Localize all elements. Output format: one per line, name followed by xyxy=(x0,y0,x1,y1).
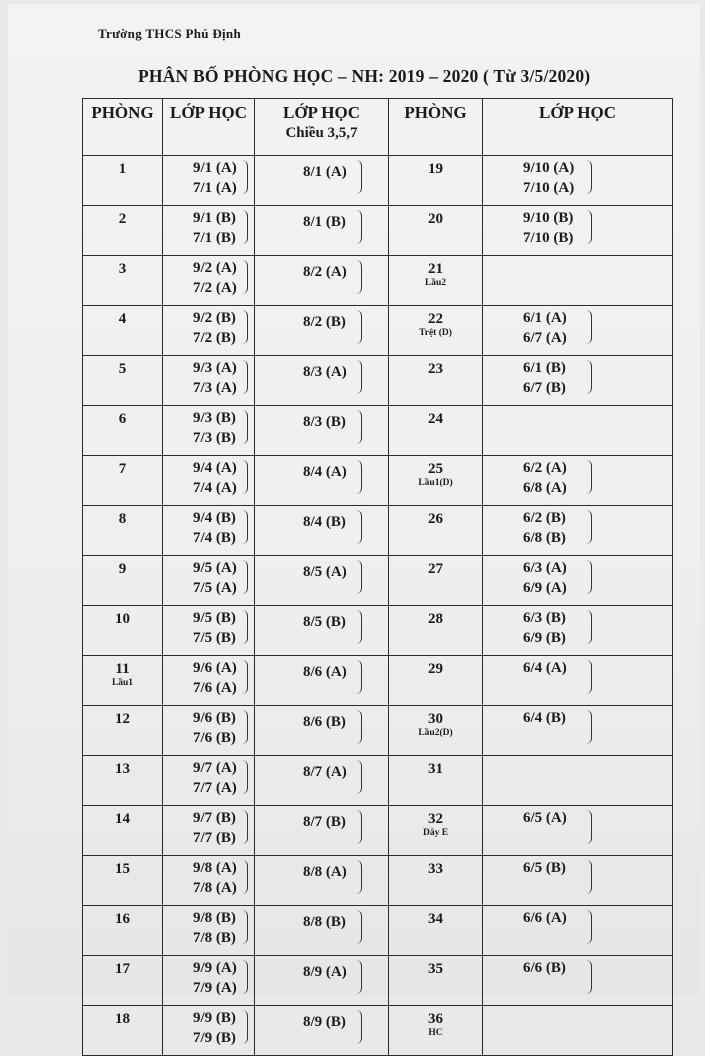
table-row xyxy=(83,1006,673,1056)
class-line-2: 7/10 (B) xyxy=(523,230,574,246)
bracket-mark xyxy=(241,1010,248,1044)
room-number-cell-2 xyxy=(389,456,483,506)
class-line-2: 6/7 (B) xyxy=(523,380,566,396)
room-number-cell xyxy=(83,956,163,1006)
class-grade9: 9/8 (B) xyxy=(193,910,236,926)
table-row xyxy=(83,156,673,206)
class-grade9: 9/1 (A) xyxy=(193,160,237,176)
room-number-cell xyxy=(83,806,163,856)
class-grade8: 8/7 (A) xyxy=(303,764,347,780)
class-grade9: 9/4 (A) xyxy=(193,460,237,476)
afternoon-class-cell xyxy=(255,556,389,606)
afternoon-class-cell xyxy=(255,656,389,706)
room-number-2: 32 xyxy=(428,811,443,827)
school-name: Trường THCS Phú Định xyxy=(98,26,241,41)
table-row xyxy=(83,256,673,306)
room-number-cell-2 xyxy=(389,756,483,806)
room-number-cell-2 xyxy=(389,856,483,906)
room-number-2: 36 xyxy=(428,1011,443,1027)
class-grade7: 7/6 (A) xyxy=(193,680,237,696)
afternoon-class-cell xyxy=(255,206,389,256)
bracket-mark xyxy=(355,210,362,244)
room-number-2: 33 xyxy=(428,861,443,877)
room-number-cell xyxy=(83,856,163,906)
room-number: 13 xyxy=(115,761,130,777)
class-cell-2 xyxy=(483,406,673,456)
table-row xyxy=(83,856,673,906)
class-grade9: 9/1 (B) xyxy=(193,210,236,226)
table-row xyxy=(83,706,673,756)
room-number: 7 xyxy=(118,461,127,477)
bracket-mark xyxy=(585,460,592,494)
bracket-mark xyxy=(355,660,362,694)
morning-class-cell xyxy=(163,506,255,556)
morning-class-cell xyxy=(163,156,255,206)
class-cell-2 xyxy=(483,306,673,356)
table-row xyxy=(83,606,673,656)
class-cell-2 xyxy=(483,956,673,1006)
room-number: 2 xyxy=(118,211,127,227)
class-line-2: 6/8 (B) xyxy=(523,530,566,546)
room-number: 8 xyxy=(118,511,127,527)
room-number-cell xyxy=(83,156,163,206)
class-line-2: 6/9 (A) xyxy=(523,580,567,596)
class-cell-2 xyxy=(483,356,673,406)
bracket-mark xyxy=(355,710,362,744)
room-number-cell-2 xyxy=(389,256,483,306)
table-row xyxy=(83,406,673,456)
class-cell-2 xyxy=(483,656,673,706)
afternoon-class-cell xyxy=(255,456,389,506)
class-line-1: 6/3 (A) xyxy=(523,560,567,576)
class-grade9: 9/7 (A) xyxy=(193,760,237,776)
morning-class-cell xyxy=(163,306,255,356)
room-number-cell-2 xyxy=(389,706,483,756)
class-cell-2 xyxy=(483,456,673,506)
bracket-mark xyxy=(355,510,362,544)
class-line-1: 6/6 (B) xyxy=(523,960,566,976)
room-note-2: Lầu1(D) xyxy=(418,478,453,488)
afternoon-class-cell xyxy=(255,306,389,356)
room-allocation-table xyxy=(82,98,673,1056)
morning-class-cell xyxy=(163,556,255,606)
afternoon-class-cell xyxy=(255,156,389,206)
bracket-mark xyxy=(241,160,248,194)
class-grade7: 7/2 (B) xyxy=(193,330,236,346)
bracket-mark xyxy=(241,910,248,944)
morning-class-cell xyxy=(163,406,255,456)
table-header-row xyxy=(83,99,673,156)
class-grade7: 7/3 (A) xyxy=(193,380,237,396)
bracket-mark xyxy=(585,560,592,594)
room-number: 10 xyxy=(115,611,130,627)
bracket-mark xyxy=(241,510,248,544)
bracket-mark xyxy=(585,510,592,544)
morning-class-cell xyxy=(163,756,255,806)
bracket-mark xyxy=(241,210,248,244)
table-row xyxy=(83,906,673,956)
class-cell-2 xyxy=(483,206,673,256)
class-grade8: 8/1 (A) xyxy=(303,164,347,180)
room-number: 3 xyxy=(118,261,127,277)
room-number-2: 21 xyxy=(428,261,443,277)
class-grade9: 9/5 (B) xyxy=(193,610,236,626)
class-grade9: 9/9 (A) xyxy=(193,960,237,976)
class-line-2: 6/7 (A) xyxy=(523,330,567,346)
class-cell-2 xyxy=(483,156,673,206)
class-line-1: 6/1 (B) xyxy=(523,360,566,376)
class-grade7: 7/7 (A) xyxy=(193,780,237,796)
afternoon-class-cell xyxy=(255,506,389,556)
class-line-2: 6/8 (A) xyxy=(523,480,567,496)
morning-class-cell xyxy=(163,656,255,706)
morning-class-cell xyxy=(163,706,255,756)
afternoon-class-cell xyxy=(255,906,389,956)
class-cell-2 xyxy=(483,756,673,806)
room-number-cell xyxy=(83,606,163,656)
class-cell-2 xyxy=(483,506,673,556)
class-grade7: 7/6 (B) xyxy=(193,730,236,746)
bracket-mark xyxy=(355,860,362,894)
room-number-2: 28 xyxy=(428,611,443,627)
room-number-cell xyxy=(83,1006,163,1056)
class-grade8: 8/4 (B) xyxy=(303,514,346,530)
afternoon-class-cell xyxy=(255,1006,389,1056)
class-grade9: 9/5 (A) xyxy=(193,560,237,576)
bracket-mark xyxy=(355,560,362,594)
class-line-1: 6/5 (B) xyxy=(523,860,566,876)
room-number-2: 35 xyxy=(428,961,443,977)
table-row xyxy=(83,956,673,1006)
room-number-2: 34 xyxy=(428,911,443,927)
bracket-mark xyxy=(241,810,248,844)
class-line-1: 6/1 (A) xyxy=(523,310,567,326)
bracket-mark xyxy=(241,560,248,594)
class-cell-2 xyxy=(483,256,673,306)
bracket-mark xyxy=(355,260,362,294)
class-line-2: 6/9 (B) xyxy=(523,630,566,646)
afternoon-class-cell xyxy=(255,406,389,456)
morning-class-cell xyxy=(163,806,255,856)
room-number-cell xyxy=(83,906,163,956)
class-grade8: 8/3 (A) xyxy=(303,364,347,380)
morning-class-cell xyxy=(163,906,255,956)
room-number-2: 19 xyxy=(428,161,443,177)
room-number: 14 xyxy=(115,811,130,827)
class-grade8: 8/8 (A) xyxy=(303,864,347,880)
class-grade7: 7/7 (B) xyxy=(193,830,236,846)
class-line-1: 9/10 (B) xyxy=(523,210,574,226)
afternoon-class-cell xyxy=(255,706,389,756)
bracket-mark xyxy=(585,210,592,244)
header-afternoon: LỚP HỌC Chiều 3,5,7 xyxy=(255,99,389,156)
room-number: 17 xyxy=(115,961,130,977)
afternoon-class-cell xyxy=(255,356,389,406)
bracket-mark xyxy=(241,360,248,394)
bracket-mark xyxy=(355,1010,362,1044)
bracket-mark xyxy=(355,310,362,344)
room-number-cell-2 xyxy=(389,606,483,656)
class-grade9: 9/2 (A) xyxy=(193,260,237,276)
bracket-mark xyxy=(355,910,362,944)
bracket-mark xyxy=(585,360,592,394)
class-grade9: 9/6 (A) xyxy=(193,660,237,676)
class-grade9: 9/2 (B) xyxy=(193,310,236,326)
class-grade8: 8/6 (B) xyxy=(303,714,346,730)
afternoon-class-cell xyxy=(255,806,389,856)
class-grade9: 9/8 (A) xyxy=(193,860,237,876)
table-row xyxy=(83,756,673,806)
bracket-mark xyxy=(241,860,248,894)
bracket-mark xyxy=(241,260,248,294)
class-line-1: 9/10 (A) xyxy=(523,160,575,176)
header-room-2: PHÒNG xyxy=(389,99,483,156)
bracket-mark xyxy=(585,810,592,844)
bracket-mark xyxy=(241,460,248,494)
class-grade8: 8/6 (A) xyxy=(303,664,347,680)
bracket-mark xyxy=(355,410,362,444)
bracket-mark xyxy=(585,610,592,644)
room-number-cell xyxy=(83,756,163,806)
bracket-mark xyxy=(241,710,248,744)
room-number-cell-2 xyxy=(389,806,483,856)
class-grade7: 7/9 (A) xyxy=(193,980,237,996)
class-grade9: 9/7 (B) xyxy=(193,810,236,826)
afternoon-class-cell xyxy=(255,856,389,906)
bracket-mark xyxy=(355,960,362,994)
class-grade8: 8/2 (B) xyxy=(303,314,346,330)
class-grade8: 8/5 (A) xyxy=(303,564,347,580)
morning-class-cell xyxy=(163,206,255,256)
room-number: 16 xyxy=(115,911,130,927)
class-cell-2 xyxy=(483,606,673,656)
room-number-2: 29 xyxy=(428,661,443,677)
morning-class-cell xyxy=(163,956,255,1006)
room-note-2: Dãy E xyxy=(422,828,449,838)
class-grade7: 7/4 (A) xyxy=(193,480,237,496)
class-line-1: 6/2 (B) xyxy=(523,510,566,526)
header-class-2: LỚP HỌC xyxy=(483,99,673,156)
room-note-2: Lầu2 xyxy=(424,278,447,288)
morning-class-cell xyxy=(163,356,255,406)
bracket-mark xyxy=(241,610,248,644)
class-line-1: 6/3 (B) xyxy=(523,610,566,626)
class-grade7: 7/3 (B) xyxy=(193,430,236,446)
table-row xyxy=(83,206,673,256)
class-grade8: 8/2 (A) xyxy=(303,264,347,280)
class-line-1: 6/5 (A) xyxy=(523,810,567,826)
room-note: Lầu1 xyxy=(111,678,134,688)
bracket-mark xyxy=(355,610,362,644)
class-grade8: 8/4 (A) xyxy=(303,464,347,480)
room-number-cell-2 xyxy=(389,906,483,956)
room-number: 5 xyxy=(118,361,127,377)
class-grade7: 7/8 (B) xyxy=(193,930,236,946)
bracket-mark xyxy=(585,710,592,744)
room-number-2: 24 xyxy=(428,411,443,427)
class-grade8: 8/8 (B) xyxy=(303,914,346,930)
morning-class-cell xyxy=(163,856,255,906)
bracket-mark xyxy=(355,760,362,794)
room-number-cell xyxy=(83,356,163,406)
room-number: 12 xyxy=(115,711,130,727)
bracket-mark xyxy=(241,760,248,794)
room-number-cell-2 xyxy=(389,356,483,406)
room-number-2: 27 xyxy=(428,561,443,577)
afternoon-class-cell xyxy=(255,956,389,1006)
bracket-mark xyxy=(355,460,362,494)
room-number-cell xyxy=(83,506,163,556)
bracket-mark xyxy=(355,160,362,194)
bracket-mark xyxy=(241,310,248,344)
bracket-mark xyxy=(355,360,362,394)
room-number-2: 23 xyxy=(428,361,443,377)
room-number: 18 xyxy=(115,1011,130,1027)
class-line-2: 7/10 (A) xyxy=(523,180,575,196)
bracket-mark xyxy=(585,160,592,194)
room-note-2: HC xyxy=(428,1028,443,1038)
room-note-2: Lầu2(D) xyxy=(418,728,453,738)
morning-class-cell xyxy=(163,1006,255,1056)
class-grade9: 9/3 (B) xyxy=(193,410,236,426)
bracket-mark xyxy=(585,910,592,944)
room-number-2: 30 xyxy=(428,711,443,727)
bracket-mark xyxy=(355,810,362,844)
room-number-cell-2 xyxy=(389,956,483,1006)
table-row xyxy=(83,506,673,556)
room-note-2: Trệt (D) xyxy=(419,328,452,338)
bracket-mark xyxy=(585,660,592,694)
class-cell-2 xyxy=(483,856,673,906)
class-line-1: 6/4 (B) xyxy=(523,710,566,726)
class-line-1: 6/4 (A) xyxy=(523,660,567,676)
room-number: 6 xyxy=(118,411,127,427)
class-grade7: 7/9 (B) xyxy=(193,1030,236,1046)
bracket-mark xyxy=(241,660,248,694)
class-cell-2 xyxy=(483,906,673,956)
bracket-mark xyxy=(241,410,248,444)
header-room: PHÒNG xyxy=(83,99,163,156)
room-number: 4 xyxy=(118,311,127,327)
room-number-cell xyxy=(83,456,163,506)
table-row xyxy=(83,356,673,406)
class-line-1: 6/6 (A) xyxy=(523,910,567,926)
table-row xyxy=(83,656,673,706)
table-row xyxy=(83,556,673,606)
class-grade9: 9/6 (B) xyxy=(193,710,236,726)
room-number-2: 22 xyxy=(428,311,443,327)
room-number-cell-2 xyxy=(389,556,483,606)
room-number-cell xyxy=(83,306,163,356)
class-grade8: 8/9 (A) xyxy=(303,964,347,980)
class-grade7: 7/5 (A) xyxy=(193,580,237,596)
class-grade9: 9/4 (B) xyxy=(193,510,236,526)
class-grade7: 7/1 (B) xyxy=(193,230,236,246)
room-number-cell-2 xyxy=(389,406,483,456)
room-number-cell-2 xyxy=(389,306,483,356)
class-grade7: 7/5 (B) xyxy=(193,630,236,646)
class-grade7: 7/8 (A) xyxy=(193,880,237,896)
class-grade7: 7/4 (B) xyxy=(193,530,236,546)
class-grade9: 9/9 (B) xyxy=(193,1010,236,1026)
table-row xyxy=(83,456,673,506)
room-number-2: 20 xyxy=(428,211,443,227)
room-number-cell-2 xyxy=(389,156,483,206)
morning-class-cell xyxy=(163,456,255,506)
class-grade8: 8/1 (B) xyxy=(303,214,346,230)
room-number-cell xyxy=(83,206,163,256)
bracket-mark xyxy=(241,960,248,994)
room-number-cell-2 xyxy=(389,206,483,256)
class-grade7: 7/1 (A) xyxy=(193,180,237,196)
bracket-mark xyxy=(585,860,592,894)
room-number-cell-2 xyxy=(389,656,483,706)
afternoon-class-cell xyxy=(255,756,389,806)
room-number-cell xyxy=(83,706,163,756)
room-number-cell xyxy=(83,656,163,706)
morning-class-cell xyxy=(163,606,255,656)
room-number-cell xyxy=(83,406,163,456)
room-number-2: 25 xyxy=(428,461,443,477)
afternoon-class-cell xyxy=(255,256,389,306)
room-number-cell-2 xyxy=(389,1006,483,1056)
class-grade8: 8/9 (B) xyxy=(303,1014,346,1030)
room-number-2: 31 xyxy=(428,761,443,777)
bracket-mark xyxy=(585,960,592,994)
room-number-cell xyxy=(83,556,163,606)
afternoon-class-cell xyxy=(255,606,389,656)
morning-class-cell xyxy=(163,256,255,306)
room-number: 11 xyxy=(115,661,130,677)
class-grade7: 7/2 (A) xyxy=(193,280,237,296)
class-grade8: 8/7 (B) xyxy=(303,814,346,830)
room-number-2: 26 xyxy=(428,511,443,527)
room-number: 9 xyxy=(118,561,127,577)
header-class: LỚP HỌC xyxy=(163,99,255,156)
class-grade9: 9/3 (A) xyxy=(193,360,237,376)
table-row xyxy=(83,806,673,856)
class-line-1: 6/2 (A) xyxy=(523,460,567,476)
table-row xyxy=(83,306,673,356)
bracket-mark xyxy=(585,310,592,344)
room-number: 15 xyxy=(115,861,130,877)
room-number-cell-2 xyxy=(389,506,483,556)
class-grade8: 8/5 (B) xyxy=(303,614,346,630)
room-number: 1 xyxy=(118,161,127,177)
class-cell-2 xyxy=(483,1006,673,1056)
class-grade8: 8/3 (B) xyxy=(303,414,346,430)
class-cell-2 xyxy=(483,806,673,856)
class-cell-2 xyxy=(483,556,673,606)
class-cell-2 xyxy=(483,706,673,756)
page-title: PHÂN BỐ PHÒNG HỌC – NH: 2019 – 2020 ( Từ 3/5/2020) xyxy=(138,66,591,86)
room-number-cell xyxy=(83,256,163,306)
